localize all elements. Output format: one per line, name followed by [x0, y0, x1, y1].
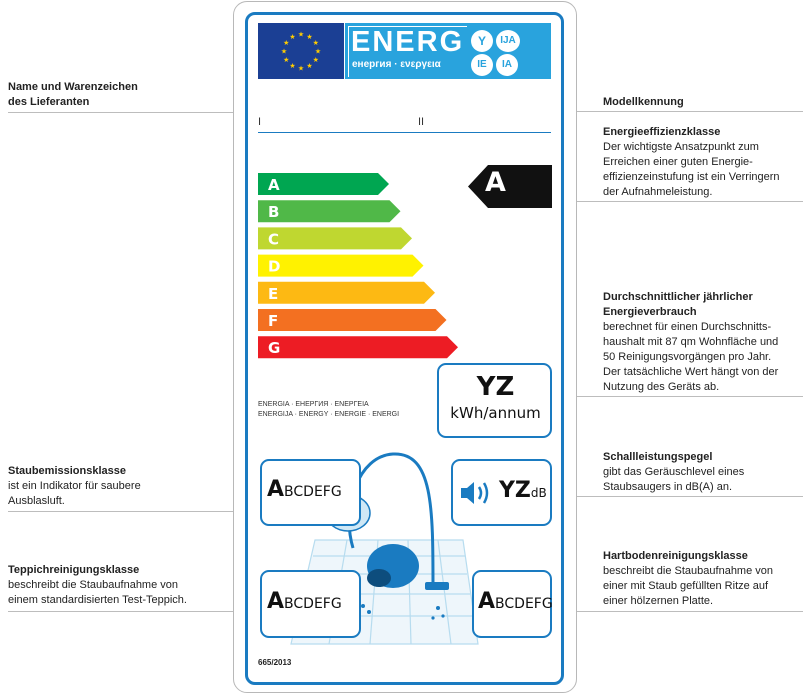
eu-star-icon: ★	[314, 48, 322, 56]
note-hardfloor	[603, 549, 803, 609]
energy-words-line-2: ENERGIJA · ENERGY · ENERGIE · ENERGI	[258, 411, 400, 418]
note-noise-text: gibt das Geräuschlevel eines Staubsaugers in dB(A) an.	[603, 466, 745, 493]
eu-star-icon: ★	[306, 63, 313, 71]
note-carpet-text: beschreibt die Staubaufnahme von einem standardisierten Test-Teppich.	[8, 579, 187, 606]
dust-scale-first: A	[267, 477, 285, 502]
energy-class-bar-f	[258, 309, 447, 331]
noise-value-unit: dB	[530, 486, 547, 500]
note-supplier-title: Name und Warenzeichen des Lieferanten	[8, 81, 138, 108]
energy-class-letter-c: C	[268, 230, 280, 249]
note-model-title: Modellkennung	[603, 96, 684, 108]
energy-class-letter-a: A	[268, 176, 280, 194]
supplier-mark-2: II	[418, 116, 425, 128]
regulation-number: 665/2013	[258, 658, 292, 667]
note-noise-title: Schallleistungspegel	[603, 451, 713, 463]
supplier-mark-1: I	[258, 116, 262, 128]
eu-star-icon: ★	[283, 40, 290, 47]
energ-badge-ie: IE	[471, 54, 493, 76]
note-efficiency-title: Energieeffizienzklasse	[603, 126, 721, 138]
noise-value	[499, 478, 547, 503]
energ-badge-ija: IJA	[496, 30, 520, 52]
energ-badge-ia: IA	[496, 54, 518, 76]
note-dust-title: Staubemissionsklasse	[8, 465, 127, 477]
eu-star-icon: ★	[283, 57, 290, 64]
energy-class-pointer	[468, 165, 552, 208]
energy-class-letter-d: D	[268, 257, 281, 276]
energy-words-line-1: ENERGIA · ЕНЕРГИЯ · ΕΝΕΡΓΕΙΑ	[258, 401, 369, 408]
eu-star-icon: ★	[312, 40, 319, 47]
leader-line-hardfloor	[553, 611, 803, 612]
energy-class-bar-g	[258, 336, 458, 358]
note-noise	[603, 450, 803, 495]
eu-star-icon: ★	[297, 65, 305, 73]
energy-class-bar-e	[258, 282, 435, 304]
leader-line-consumption	[553, 396, 803, 397]
carpet-scale-rest: BCDEFG	[284, 596, 342, 612]
hardfloor-cleaning-scale	[478, 589, 553, 614]
note-dust	[8, 464, 208, 509]
hardfloor-scale-rest: BCDEFG	[495, 596, 553, 612]
note-consumption	[603, 290, 803, 395]
note-consumption-text: berechnet für einen Durchschnitts- haushalt mit 87 qm Wohnfläche und 50 Reinigungsvorgängen pro Jahr. Der tatsächliche Wert hängt von der Nutzung des Geräts ab.	[603, 321, 779, 393]
note-dust-text: ist ein Indikator für saubere Ausblasluft.	[8, 480, 141, 507]
leader-line-dust	[8, 511, 260, 512]
note-carpet-title: Teppichreinigungsklasse	[8, 564, 140, 576]
note-hardfloor-text: beschreibt die Staubaufnahme von einer mit Staub gefüllten Ritze auf einer hölzernen Platte.	[603, 565, 774, 607]
eu-star-icon: ★	[297, 31, 305, 39]
consumption-unit: kWh/annum	[450, 404, 541, 422]
leader-line-efficiency	[553, 201, 803, 202]
note-efficiency	[603, 125, 803, 200]
leader-line-carpet	[8, 611, 260, 612]
eu-flag	[258, 23, 344, 79]
note-efficiency-text: Der wichtigste Ansatzpunkt zum Erreichen einer guten Energie- effizienzeinstufung ist ein Verringern der Aufnahmeleistung.	[603, 141, 780, 198]
energy-class-letter-g: G	[268, 339, 281, 358]
energy-class-pointer-label: A	[485, 167, 506, 198]
leader-line-supplier	[8, 112, 259, 113]
consumption-value: YZ	[476, 372, 515, 402]
carpet-cleaning-scale	[267, 589, 342, 614]
eu-star-icon: ★	[306, 33, 313, 41]
energ-badge-y: Y	[471, 30, 493, 52]
hardfloor-scale-first: A	[478, 589, 496, 614]
eu-star-icon: ★	[312, 57, 319, 64]
energy-class-bar-d	[258, 255, 424, 277]
leader-line-noise	[553, 496, 803, 497]
note-carpet	[8, 563, 238, 608]
note-model	[603, 95, 803, 110]
note-hardfloor-title: Hartbodenreinigungsklasse	[603, 550, 748, 562]
carpet-scale-first: A	[267, 589, 285, 614]
energy-class-letter-b: B	[268, 203, 280, 222]
energy-class-letter-f: F	[268, 312, 279, 330]
energy-class-scale	[258, 173, 468, 363]
dust-scale-rest: BCDEFG	[284, 484, 342, 500]
dust-emission-scale	[267, 477, 342, 502]
energ-subtitle: енергия · ενεργεια	[352, 59, 441, 70]
note-supplier	[8, 80, 208, 110]
speaker-icon	[459, 478, 495, 508]
energy-class-letter-e: E	[268, 284, 279, 303]
leader-line-model	[553, 111, 803, 112]
eu-star-icon: ★	[280, 48, 288, 56]
energ-title: ENERG	[351, 26, 465, 58]
note-consumption-title: Durchschnittlicher jährlicher Energieverbrauch	[603, 291, 753, 318]
supplier-model-area	[258, 82, 551, 133]
energy-class-bar-c	[258, 227, 412, 249]
noise-value-number: YZ	[499, 478, 531, 503]
eu-star-icon: ★	[289, 33, 296, 41]
eu-star-icon: ★	[289, 63, 296, 71]
